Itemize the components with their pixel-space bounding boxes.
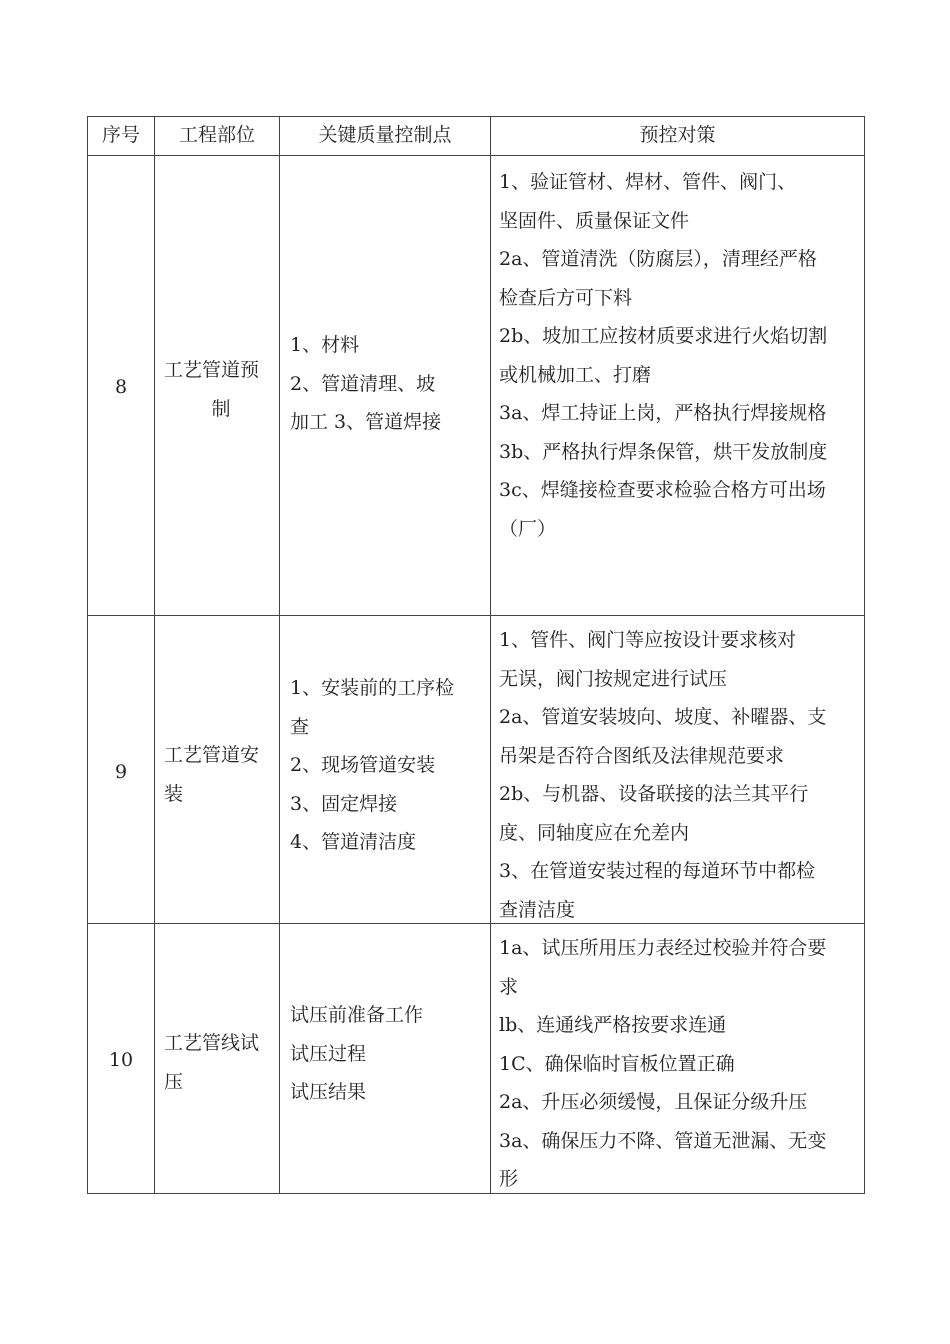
text-line: 2a、管道安装坡向、坡度、补曜器、支 — [499, 706, 827, 728]
measures-cell — [499, 929, 864, 1193]
text-line: 1a、试压所用压力表经过校验并符合要 — [499, 937, 827, 959]
text-line: lb、连通线严格按要求连通 — [499, 1014, 727, 1036]
text-line: 度、同轴度应在允差内 — [499, 821, 690, 844]
text-line: 压 — [164, 1070, 184, 1093]
control-points-cell — [290, 996, 488, 1112]
text-line: 坚固件、质量保证文件 — [499, 209, 690, 232]
control-points-cell — [290, 669, 488, 862]
text-line: 1C、确保临时盲板位置正确 — [499, 1052, 735, 1075]
text-line: 检查后方可下料 — [499, 286, 633, 309]
text-line: 试压前准备工作 — [290, 1004, 424, 1026]
row-number: 8 — [114, 376, 128, 398]
text-line: 1、安装前的工序检 — [290, 677, 455, 699]
text-line: 1、验证管材、焊材、管件、阀门、 — [499, 171, 797, 193]
text-line: 3a、焊工持证上岗，严格执行焊接规格 — [499, 402, 827, 424]
text-line: 吊架是否符合图纸及法律规范要求 — [499, 744, 785, 767]
row-number: 9 — [114, 761, 128, 783]
header-cell-points: 关键质量控制点 — [318, 124, 452, 146]
text-line: 试压结果 — [290, 1081, 367, 1103]
text-line: 查 — [290, 715, 310, 738]
text-line: 查清洁度 — [499, 898, 576, 921]
text-line: 工艺管线试 — [164, 1032, 260, 1054]
text-line: （厂） — [499, 517, 557, 540]
text-line: 2a、升压必须缓慢，且保证分级升压 — [499, 1091, 808, 1113]
text-line: 或机械加工、打磨 — [499, 363, 652, 386]
text-line: 试压过程 — [290, 1042, 367, 1065]
table-border-left — [87, 116, 88, 1194]
text-line: 3、在管道安装过程的每道环节中都检 — [499, 860, 816, 882]
measures-cell — [499, 163, 864, 613]
text-line: 制 — [211, 397, 231, 420]
text-line: 1、管件、阀门等应按设计要求核对 — [499, 629, 797, 651]
text-line: 3a、确保压力不降、管道无泄漏、无变 — [499, 1129, 827, 1152]
engineering-part-cell — [164, 1024, 278, 1101]
header-cell-part: 工程部位 — [178, 124, 255, 146]
text-line: 无误，阀门按规定进行试压 — [499, 667, 728, 690]
table-border-bottom — [87, 1193, 865, 1194]
text-line: 3b、严格执行焊条保管，烘干发放制度 — [499, 440, 828, 463]
row-divider — [87, 923, 865, 924]
text-line: 加工 3、管道焊接 — [290, 411, 442, 433]
column-divider — [154, 116, 155, 1194]
text-line: 3c、焊缝接检查要求检验合格方可出场 — [499, 479, 826, 501]
text-line: 工艺管道预 — [164, 359, 260, 381]
column-divider — [490, 116, 491, 1194]
text-line: 2b、坡加工应按材质要求进行火焰切割 — [499, 325, 828, 347]
header-cell-no: 序号 — [101, 124, 140, 146]
header-cell-measures: 预控对策 — [639, 124, 716, 146]
table-border-right — [864, 116, 865, 1194]
text-line: 2b、与机器、设备联接的法兰其平行 — [499, 783, 809, 805]
measures-cell — [499, 621, 864, 923]
row-divider — [87, 615, 865, 616]
text-line: 形 — [499, 1168, 519, 1190]
row-number: 10 — [108, 1049, 134, 1071]
text-line: 2、现场管道安装 — [290, 754, 436, 776]
column-divider — [279, 116, 280, 1194]
engineering-part-cell — [164, 736, 278, 813]
text-line: 工艺管道安 — [164, 744, 260, 766]
text-line: 2、管道清理、坡 — [290, 372, 436, 395]
text-line: 装 — [164, 782, 184, 805]
control-points-cell — [290, 326, 488, 442]
text-line: 3、固定焊接 — [290, 792, 398, 815]
engineering-part-cell — [164, 351, 278, 428]
text-line: 求 — [499, 975, 519, 998]
text-line: 2a、管道清洗（防腐层），清理经严格 — [499, 248, 817, 270]
text-line: 1、材料 — [290, 334, 360, 356]
text-line: 4、管道清洁度 — [290, 831, 417, 853]
